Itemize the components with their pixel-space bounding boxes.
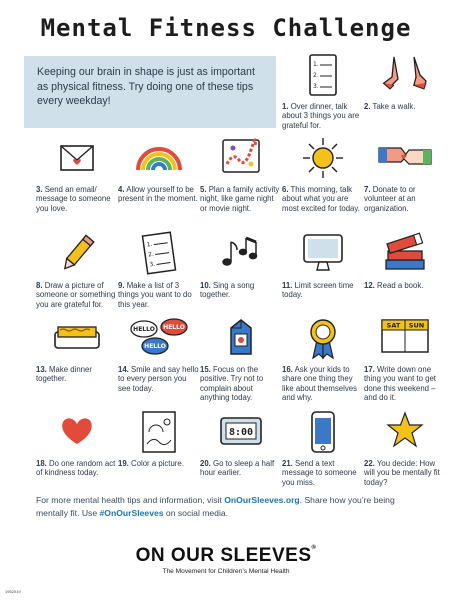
page-title: Mental Fitness Challenge xyxy=(40,14,412,42)
books-icon xyxy=(364,232,446,278)
brand-logo: ON OUR SLEEVES® xyxy=(135,545,317,566)
tip-text: Allow yourself to be present in the moment. xyxy=(118,185,198,204)
bubble-text-1: HELLO xyxy=(133,326,155,333)
tip-text: Over dinner, talk about 3 things you are grateful for. xyxy=(282,102,360,130)
casserole-icon xyxy=(36,316,118,362)
tip-text: Make dinner together. xyxy=(36,365,92,384)
tip-number: 21. xyxy=(282,459,293,468)
svg-text:2.: 2. xyxy=(313,72,319,79)
clock-time-text: 8:00 xyxy=(228,427,254,438)
ribbon-medal-icon xyxy=(282,316,364,362)
svg-text:1.: 1. xyxy=(146,240,153,249)
bubble-text-2: HELLO xyxy=(163,324,185,331)
phone-icon xyxy=(282,410,364,456)
svg-text:1.: 1. xyxy=(313,61,319,68)
hashtag-link[interactable]: #OnOurSleeves xyxy=(99,507,164,518)
tip-text: Donate to or volunteer at an organization. xyxy=(364,185,416,213)
footer-text: For more mental health tips and information, visit OnOurSleeves.org. Share how you’re being mentally fit. Use #OnOurSleeves on social media. xyxy=(36,495,395,518)
tip-text: Make a list of 3 things you want to do this year. xyxy=(118,281,192,309)
music-notes-icon xyxy=(200,232,282,278)
tip-number: 7. xyxy=(364,185,371,194)
tip-text: Plan a family activity night, like game night or movie night. xyxy=(200,185,280,213)
website-link[interactable]: OnOurSleeves.org xyxy=(224,495,300,505)
heart-envelope-icon xyxy=(36,136,118,182)
hello-bubbles-icon xyxy=(118,316,200,362)
tip-number: 8. xyxy=(36,281,43,290)
tip-text: This morning, talk about what you are most excited for today. xyxy=(282,185,360,213)
helping-hands-icon xyxy=(364,136,446,182)
tip-text: Send a text message to someone you miss. xyxy=(282,459,357,487)
walking-feet-icon xyxy=(364,53,446,99)
intro-box: Keeping our brain in shape is just as important as physical fitness. Try doing one of these tips every weekday! xyxy=(24,56,276,128)
tip-number: 15. xyxy=(200,365,211,374)
tip-number: 16. xyxy=(282,365,293,374)
brand-tagline: The Movement for Children’s Mental Health xyxy=(162,568,290,575)
heart-icon xyxy=(36,410,118,456)
tip-number: 9. xyxy=(118,281,125,290)
tip-text: Smile and say hello to every person you see today. xyxy=(118,365,199,393)
checklist-icon xyxy=(282,53,364,99)
calendar-day-sat: SAT xyxy=(386,321,401,330)
tip-text: Focus on the positive. Try not to complain about anything today. xyxy=(200,365,264,402)
tip-number: 3. xyxy=(36,185,43,194)
tip-text: You decide: How will you be mentally fit today? xyxy=(364,459,440,487)
tip-text: Do one random act of kindness today. xyxy=(36,459,116,478)
tip-text: Go to sleep a half hour earlier. xyxy=(200,459,275,478)
tip-number: 17. xyxy=(364,365,375,374)
alarm-clock-icon xyxy=(200,410,282,456)
tip-number: 4. xyxy=(118,185,125,194)
tip-number: 22. xyxy=(364,459,375,468)
bubble-text-3: HELLO xyxy=(144,343,166,350)
tip-number: 1. xyxy=(282,102,289,111)
document-code: 1952019 xyxy=(5,589,21,594)
tip-text: Ask your kids to share one thing they like about themselves and why. xyxy=(282,365,357,402)
tip-number: 6. xyxy=(282,185,289,194)
tip-text: Read a book. xyxy=(377,281,424,290)
board-game-icon xyxy=(200,136,282,182)
tip-number: 11. xyxy=(282,281,293,290)
tip-text: Sing a song together. xyxy=(200,281,255,300)
tip-number: 13. xyxy=(36,365,47,374)
tip-number: 18. xyxy=(36,459,47,468)
tip-number: 2. xyxy=(364,102,371,111)
sun-icon xyxy=(282,136,364,182)
tip-text: Take a walk. xyxy=(372,102,416,111)
tip-number: 10. xyxy=(200,281,211,290)
tip-number: 20. xyxy=(200,459,211,468)
svg-text:3.: 3. xyxy=(149,260,156,269)
monitor-icon xyxy=(282,232,364,278)
svg-text:2.: 2. xyxy=(147,250,155,259)
tip-number: 14. xyxy=(118,365,129,374)
tip-number: 12. xyxy=(364,281,375,290)
picture-icon xyxy=(118,410,200,456)
calendar-day-sun: SUN xyxy=(408,321,425,330)
tip-text: Limit screen time today. xyxy=(282,281,354,300)
milk-carton-icon xyxy=(200,316,282,362)
tip-number: 5. xyxy=(200,185,207,194)
tip-number: 19. xyxy=(118,459,129,468)
rainbow-icon xyxy=(118,136,200,182)
tip-text: Send an email/ message to someone you love. xyxy=(36,185,111,213)
star-icon xyxy=(364,410,446,456)
calendar-icon xyxy=(364,316,446,362)
tip-text: Color a picture. xyxy=(131,459,184,468)
pencil-icon xyxy=(36,232,118,278)
tip-text: Write down one thing you want to get done this weekend – and do it. xyxy=(364,365,436,402)
tip-text: Draw a picture of someone or something you are grateful for. xyxy=(36,281,116,309)
svg-text:3.: 3. xyxy=(313,83,319,90)
list-icon xyxy=(118,232,200,278)
